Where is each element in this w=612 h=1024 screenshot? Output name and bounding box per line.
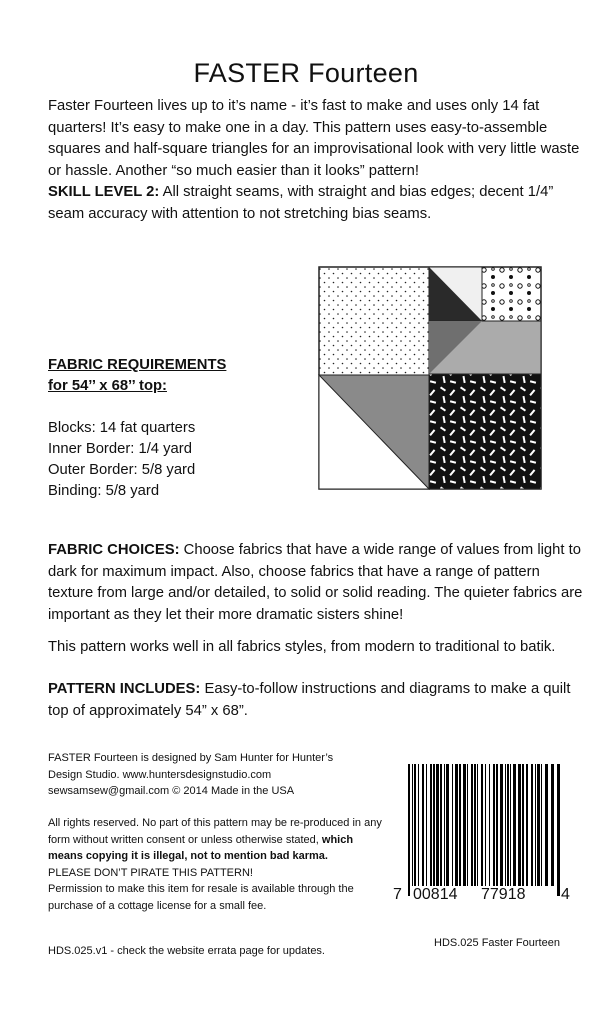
barcode-bar xyxy=(535,764,536,886)
barcode-bar xyxy=(485,764,486,896)
barcode-bar xyxy=(444,764,445,886)
fabric-requirements-heading xyxy=(48,355,288,397)
barcode-bar xyxy=(545,764,548,886)
heading-line-1: FABRIC REQUIREMENTS xyxy=(48,357,227,373)
barcode-digits xyxy=(392,886,572,906)
barcode-digit-group: 7 xyxy=(393,886,402,903)
skill-level-text: All straight seams, with straight and bias edges; decent 1/4” seam accuracy with attention to not stretching bias seams. xyxy=(48,184,554,222)
circles-square xyxy=(482,267,541,321)
pattern-includes-text: Easy-to-follow instructions and diagrams to make a quilt top of approximately 54” x 68”. xyxy=(48,681,571,719)
pattern-includes-label: PATTERN INCLUDES: xyxy=(48,681,201,697)
barcode-bar xyxy=(541,764,542,886)
rights-text xyxy=(48,815,388,865)
quilt-block-diagram xyxy=(318,266,542,490)
barcode-bar xyxy=(440,764,442,886)
page-title: FASTER Fourteen xyxy=(193,58,419,88)
barcode-digit-group: 77918 xyxy=(481,886,526,903)
barcode-bar xyxy=(518,764,521,886)
barcode-bar xyxy=(452,764,453,886)
barcode-bar xyxy=(531,764,533,886)
credits-line: Design Studio. www.huntersdesignstudio.com xyxy=(48,768,272,781)
requirements-list xyxy=(48,418,288,502)
barcode-bar xyxy=(507,764,509,886)
barcode-bar xyxy=(422,764,424,886)
credits-block xyxy=(48,750,378,800)
barcode-bar xyxy=(446,764,449,886)
permission-line: Permission to make this item for resale is available through the purchase of a cottage license for a small fee. xyxy=(48,883,354,912)
barcode-bar xyxy=(510,764,511,886)
barcode-bar xyxy=(436,764,439,886)
barcode-bar xyxy=(526,764,528,886)
barcode-bar xyxy=(496,764,498,886)
heading-line-2: for 54’’ x 68’’ top: xyxy=(48,378,167,394)
barcode-bar xyxy=(557,764,560,896)
barcode-bar xyxy=(412,764,413,896)
barcode-bar xyxy=(537,764,540,886)
dash-print-square xyxy=(429,374,541,489)
barcode-bar xyxy=(430,764,432,886)
skill-level-paragraph xyxy=(48,182,588,225)
sku-label: HDS.025 Faster Fourteen xyxy=(434,937,560,949)
list-item: Binding: 5/8 yard xyxy=(48,483,160,499)
fabric-choices-text: Choose fabrics that have a wide range of values from light to dark for maximum impact. Also, choose fabrics that have a range of pattern texture from large and/or detailed, to solid or solid reading. The quieter fabrics are important as they let their more dramatic sisters shine! xyxy=(48,542,583,623)
credits-line: FASTER Fourteen is designed by Sam Hunter for Hunter’s xyxy=(48,752,334,764)
list-item: Outer Border: 5/8 yard xyxy=(48,462,196,478)
barcode xyxy=(392,764,572,901)
barcode-digit-group: 00814 xyxy=(413,886,458,903)
barcode-bar xyxy=(505,764,506,886)
fabric-requirements xyxy=(48,355,288,502)
barcode-bar xyxy=(414,764,416,886)
barcode-digit-group: 4 xyxy=(561,886,570,903)
barcode-bar xyxy=(471,764,473,886)
rights-block xyxy=(48,815,388,914)
barcode-bar xyxy=(459,764,461,886)
barcode-bar xyxy=(474,764,476,886)
dotted-square xyxy=(319,267,429,375)
barcode-bar xyxy=(477,764,478,886)
barcode-bar xyxy=(455,764,458,886)
barcode-bar xyxy=(467,764,468,886)
barcode-bar xyxy=(426,764,427,886)
fabric-choices-label: FABRIC CHOICES: xyxy=(48,542,180,558)
rights-text-plain: All rights reserved. No part of this pattern may be re-produced in any form without written consent or unless otherwise stated, xyxy=(48,817,382,846)
styles-note: This pattern works well in all fabrics styles, from modern to traditional to batik. xyxy=(48,639,556,655)
intro-paragraph: Faster Fourteen lives up to it’s name - it’s fast to make and uses only 14 fat quarters! It’s easy to make one in a day. This pattern uses easy-to-assemble squares and half-square triangles for an improvisational look with very little waste or hassle. Another “so much easier than it looks” pattern! xyxy=(48,98,580,179)
barcode-bar xyxy=(418,764,419,886)
barcode-bar xyxy=(522,764,524,886)
list-item: Blocks: 14 fat quarters xyxy=(48,420,196,436)
barcode-bar xyxy=(551,764,554,886)
barcode-bar xyxy=(463,764,466,886)
list-item: Inner Border: 1/4 yard xyxy=(48,441,192,457)
barcode-bar xyxy=(513,764,516,886)
barcode-bars xyxy=(392,764,572,896)
credits-line: sewsamsew@gmail.com © 2014 Made in the USA xyxy=(48,785,295,797)
barcode-bar xyxy=(489,764,490,886)
pirate-line: PLEASE DON’T PIRATE THIS PATTERN! xyxy=(48,866,253,879)
version-note: HDS.025.v1 - check the website errata page for updates. xyxy=(48,945,325,957)
barcode-bar xyxy=(500,764,503,886)
fabric-choices-paragraph xyxy=(48,540,588,626)
pattern-includes-paragraph xyxy=(48,679,588,722)
rights-text-bold: which means copying it is illegal, not to mention bad karma. xyxy=(48,833,354,862)
barcode-bar xyxy=(408,764,410,896)
skill-level-label: SKILL LEVEL 2: xyxy=(48,184,160,200)
barcode-bar xyxy=(433,764,435,886)
barcode-bar xyxy=(481,764,483,886)
barcode-bar xyxy=(493,764,495,886)
